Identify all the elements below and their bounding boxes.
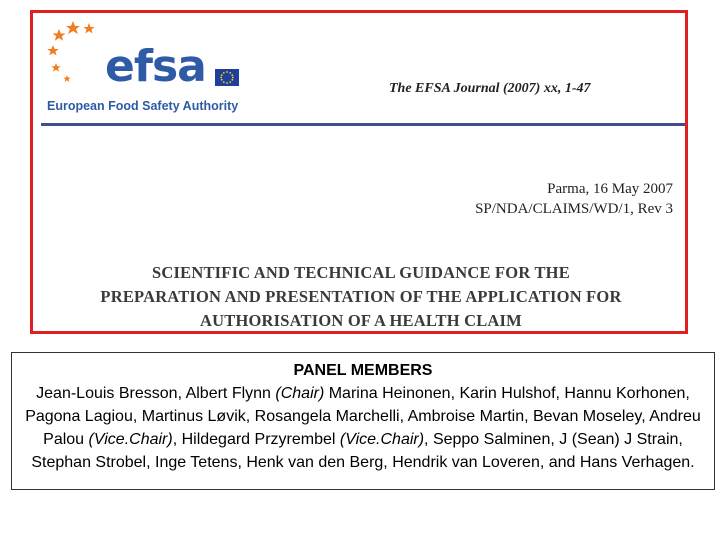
agency-name: European Food Safety Authority: [47, 99, 239, 113]
vice-chair-role-2: (Vice.Chair): [339, 431, 425, 448]
members-text-3: , Hildegard Przyrembel: [172, 431, 340, 448]
journal-reference: The EFSA Journal (2007) xx, 1-47: [389, 81, 591, 96]
header-divider: [41, 123, 685, 126]
document-cover-image: [30, 10, 688, 334]
document-id: SP/NDA/CLAIMS/WD/1, Rev 3: [475, 201, 673, 217]
eu-flag-icon: [215, 69, 239, 86]
efsa-logo: [47, 19, 247, 119]
efsa-wordmark: efsa: [105, 41, 206, 92]
title-line-1: SCIENTIFIC AND TECHNICAL GUIDANCE FOR THE: [152, 263, 570, 282]
place-date: Parma, 16 May 2007: [547, 181, 673, 197]
title-line-3: AUTHORISATION OF A HEALTH CLAIM: [200, 311, 522, 330]
members-text-1: Jean-Louis Bresson, Albert Flynn: [36, 385, 276, 402]
document-meta: [475, 179, 673, 219]
members-text-2: Marina Heinonen, Karin Hulshof, Hannu Korhonen, Pagona Lagiou, Martinus Løvik, Rosangela Marchelli, Ambroise Martin, Bevan Moseley, Andreu Palou: [25, 385, 701, 448]
chair-role: (Chair): [275, 385, 325, 402]
vice-chair-role-1: (Vice.Chair): [88, 431, 173, 448]
title-line-2: PREPARATION AND PRESENTATION OF THE APPLICATION FOR: [100, 287, 622, 306]
panel-members-box: [11, 352, 715, 490]
document-title: [41, 261, 681, 333]
panel-heading: PANEL MEMBERS: [293, 362, 433, 379]
members-text-4: , Seppo Salminen, J (Sean) J Strain, Stephan Strobel, Inge Tetens, Henk van den Berg, Hendrik van Loveren, and Hans Verhagen.: [31, 431, 695, 471]
